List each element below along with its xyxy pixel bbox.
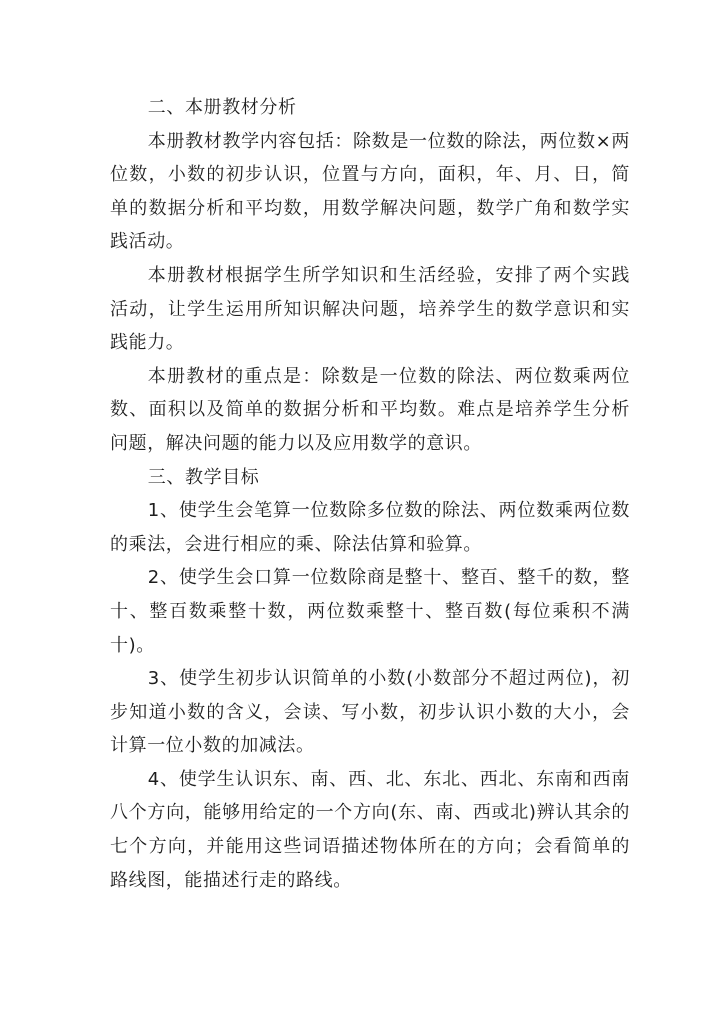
paragraph-practice-activities: 本册教材根据学生所学知识和生活经验，安排了两个实践活动，让学生运用所知识解决问题，培养学生的数学意识和实践能力。 [110, 264, 630, 354]
paragraph-teaching-content: 本册教材教学内容包括：除数是一位数的除法，两位数×两位数，小数的初步认识，位置与方向，面积，年、月、日，简单的数据分析和平均数，用数学解决问题，数学广角和数学实践活动。 [110, 130, 630, 253]
document-body [110, 91, 630, 897]
goal-item-1: 1、使学生会笔算一位数除多位数的除法、两位数乘两位数的乘法，会进行相应的乘、除法估算和验算。 [110, 500, 630, 555]
goal-item-4: 4、使学生认识东、南、西、北、东北、西北、东南和西南八个方向，能够用给定的一个方向(东、南、西或北)辨认其余的七个方向，并能用这些词语描述物体所在的方向；会看简单的路线图，能描述行走的路线。 [110, 768, 630, 891]
goal-item-3: 3、使学生初步认识简单的小数(小数部分不超过两位)，初步知道小数的含义，会读、写小数，初步认识小数的大小，会计算一位小数的加减法。 [110, 668, 630, 757]
section-heading-material-analysis: 二、本册教材分析 [147, 97, 297, 118]
paragraph-key-points: 本册教材的重点是：除数是一位数的除法、两位数乘两位数、面积以及简单的数据分析和平均数。难点是培养学生分析问题，解决问题的能力以及应用数学的意识。 [110, 365, 630, 454]
goal-item-2: 2、使学生会口算一位数除商是整十、整百、整千的数，整十、整百数乘整十数，两位数乘整十、整百数(每位乘积不满十)。 [110, 567, 630, 656]
section-heading-teaching-goals: 三、教学目标 [147, 466, 260, 488]
